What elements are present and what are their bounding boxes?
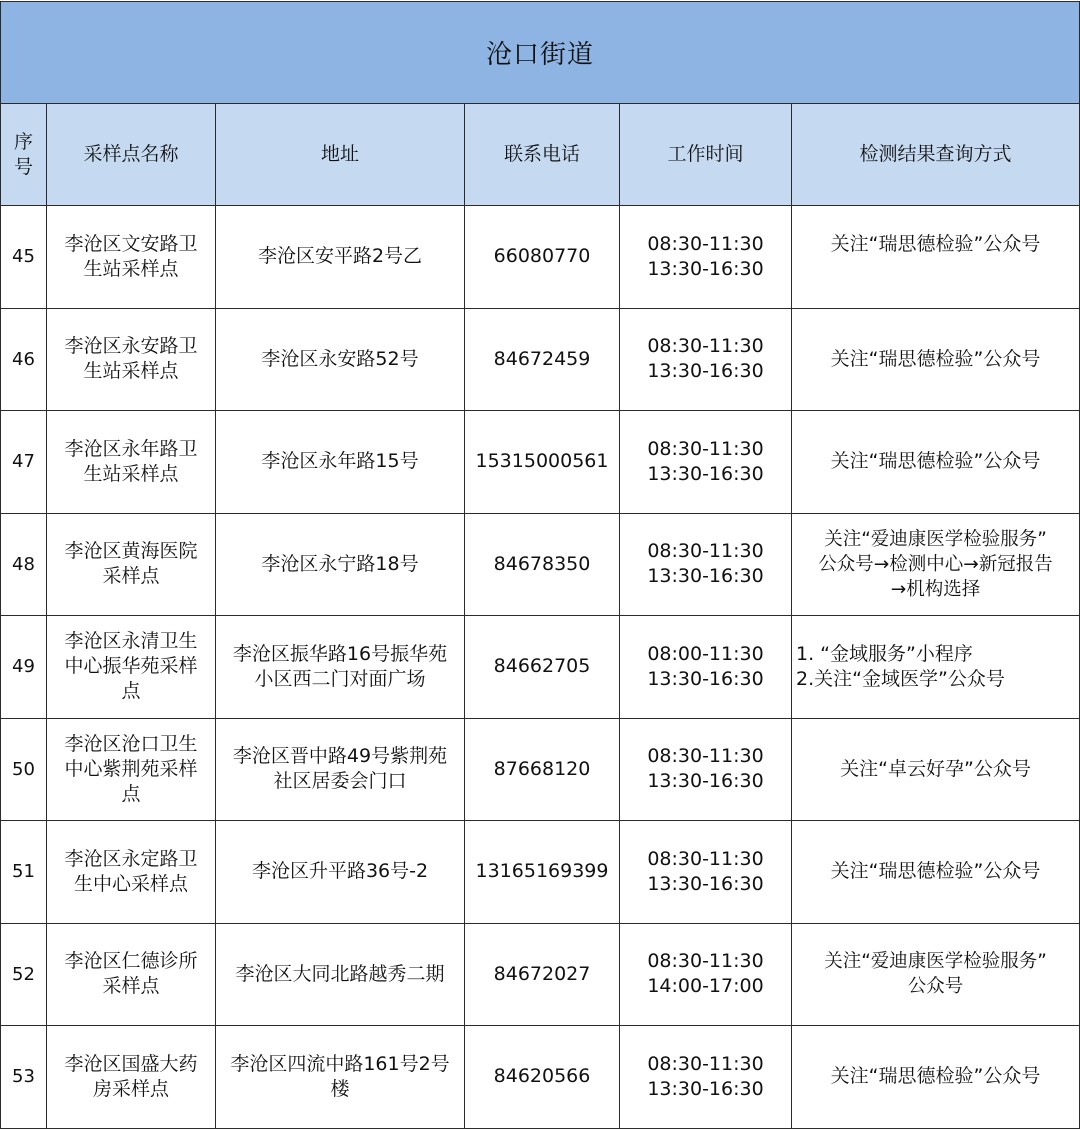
row-phone: 15315000561 bbox=[465, 411, 620, 514]
row-address: 李沧区升平路36号-2 bbox=[216, 821, 465, 924]
row-phone: 13165169399 bbox=[465, 821, 620, 924]
row-seq: 46 bbox=[1, 308, 47, 411]
row-time: 08:30-11:30 13:30-16:30 bbox=[620, 513, 792, 616]
row-phone: 66080770 bbox=[465, 206, 620, 309]
row-seq: 51 bbox=[1, 821, 47, 924]
row-query: 关注“爱迪康医学检验服务” 公众号 bbox=[792, 923, 1080, 1026]
header-query: 检测结果查询方式 bbox=[792, 104, 1080, 206]
table-row bbox=[1, 923, 1080, 1026]
header-time: 工作时间 bbox=[620, 104, 792, 206]
row-name: 李沧区永年路卫 生站采样点 bbox=[47, 411, 216, 514]
row-query: 关注“瑞思德检验”公众号 bbox=[792, 308, 1080, 411]
row-query: 关注“瑞思德检验”公众号 bbox=[792, 411, 1080, 514]
row-address: 李沧区大同北路越秀二期 bbox=[216, 923, 465, 1026]
row-query: 关注“瑞思德检验”公众号 bbox=[792, 821, 1080, 924]
row-address: 李沧区四流中路161号2号 楼 bbox=[216, 1026, 465, 1129]
title-row bbox=[1, 2, 1080, 104]
row-query: 关注“瑞思德检验”公众号 bbox=[792, 1026, 1080, 1129]
sampling-site-table bbox=[0, 1, 1080, 1129]
row-query: 关注“爱迪康医学检验服务” 公众号→检测中心→新冠报告 →机构选择 bbox=[792, 513, 1080, 616]
table-title: 沧口街道 bbox=[1, 2, 1080, 104]
row-address: 李沧区永安路52号 bbox=[216, 308, 465, 411]
row-seq: 48 bbox=[1, 513, 47, 616]
row-seq: 49 bbox=[1, 616, 47, 719]
table-row bbox=[1, 206, 1080, 309]
row-phone: 84678350 bbox=[465, 513, 620, 616]
row-time: 08:30-11:30 13:30-16:30 bbox=[620, 718, 792, 821]
row-time: 08:30-11:30 13:30-16:30 bbox=[620, 308, 792, 411]
row-seq: 50 bbox=[1, 718, 47, 821]
table-row bbox=[1, 411, 1080, 514]
row-name: 李沧区永定路卫 生中心采样点 bbox=[47, 821, 216, 924]
row-query: 关注“瑞思德检验”公众号 bbox=[792, 206, 1080, 309]
row-query: 1. “金域服务”小程序 2.关注“金域医学”公众号 bbox=[792, 616, 1080, 719]
row-time: 08:30-11:30 13:30-16:30 bbox=[620, 206, 792, 309]
header-row bbox=[1, 104, 1080, 206]
row-phone: 84662705 bbox=[465, 616, 620, 719]
row-address: 李沧区晋中路49号紫荆苑 社区居委会门口 bbox=[216, 718, 465, 821]
row-address: 李沧区永宁路18号 bbox=[216, 513, 465, 616]
table-row bbox=[1, 513, 1080, 616]
row-seq: 52 bbox=[1, 923, 47, 1026]
table-row bbox=[1, 308, 1080, 411]
row-time: 08:30-11:30 14:00-17:00 bbox=[620, 923, 792, 1026]
header-address: 地址 bbox=[216, 104, 465, 206]
row-seq: 45 bbox=[1, 206, 47, 309]
table-row bbox=[1, 616, 1080, 719]
row-name: 李沧区文安路卫 生站采样点 bbox=[47, 206, 216, 309]
table-row bbox=[1, 1026, 1080, 1129]
row-name: 李沧区沧口卫生 中心紫荆苑采样 点 bbox=[47, 718, 216, 821]
row-phone: 84672459 bbox=[465, 308, 620, 411]
row-address: 李沧区振华路16号振华苑 小区西二门对面广场 bbox=[216, 616, 465, 719]
row-time: 08:00-11:30 13:30-16:30 bbox=[620, 616, 792, 719]
row-time: 08:30-11:30 13:30-16:30 bbox=[620, 1026, 792, 1129]
row-name: 李沧区仁德诊所 采样点 bbox=[47, 923, 216, 1026]
row-address: 李沧区永年路15号 bbox=[216, 411, 465, 514]
row-seq: 47 bbox=[1, 411, 47, 514]
table-row bbox=[1, 821, 1080, 924]
row-address: 李沧区安平路2号乙 bbox=[216, 206, 465, 309]
row-name: 李沧区黄海医院 采样点 bbox=[47, 513, 216, 616]
table-row bbox=[1, 718, 1080, 821]
row-phone: 84672027 bbox=[465, 923, 620, 1026]
header-seq: 序 号 bbox=[1, 104, 47, 206]
row-name: 李沧区永安路卫 生站采样点 bbox=[47, 308, 216, 411]
row-time: 08:30-11:30 13:30-16:30 bbox=[620, 411, 792, 514]
header-name: 采样点名称 bbox=[47, 104, 216, 206]
row-phone: 87668120 bbox=[465, 718, 620, 821]
row-seq: 53 bbox=[1, 1026, 47, 1129]
row-time: 08:30-11:30 13:30-16:30 bbox=[620, 821, 792, 924]
row-query: 关注“卓云好孕”公众号 bbox=[792, 718, 1080, 821]
header-phone: 联系电话 bbox=[465, 104, 620, 206]
row-name: 李沧区永清卫生 中心振华苑采样 点 bbox=[47, 616, 216, 719]
row-name: 李沧区国盛大药 房采样点 bbox=[47, 1026, 216, 1129]
row-phone: 84620566 bbox=[465, 1026, 620, 1129]
